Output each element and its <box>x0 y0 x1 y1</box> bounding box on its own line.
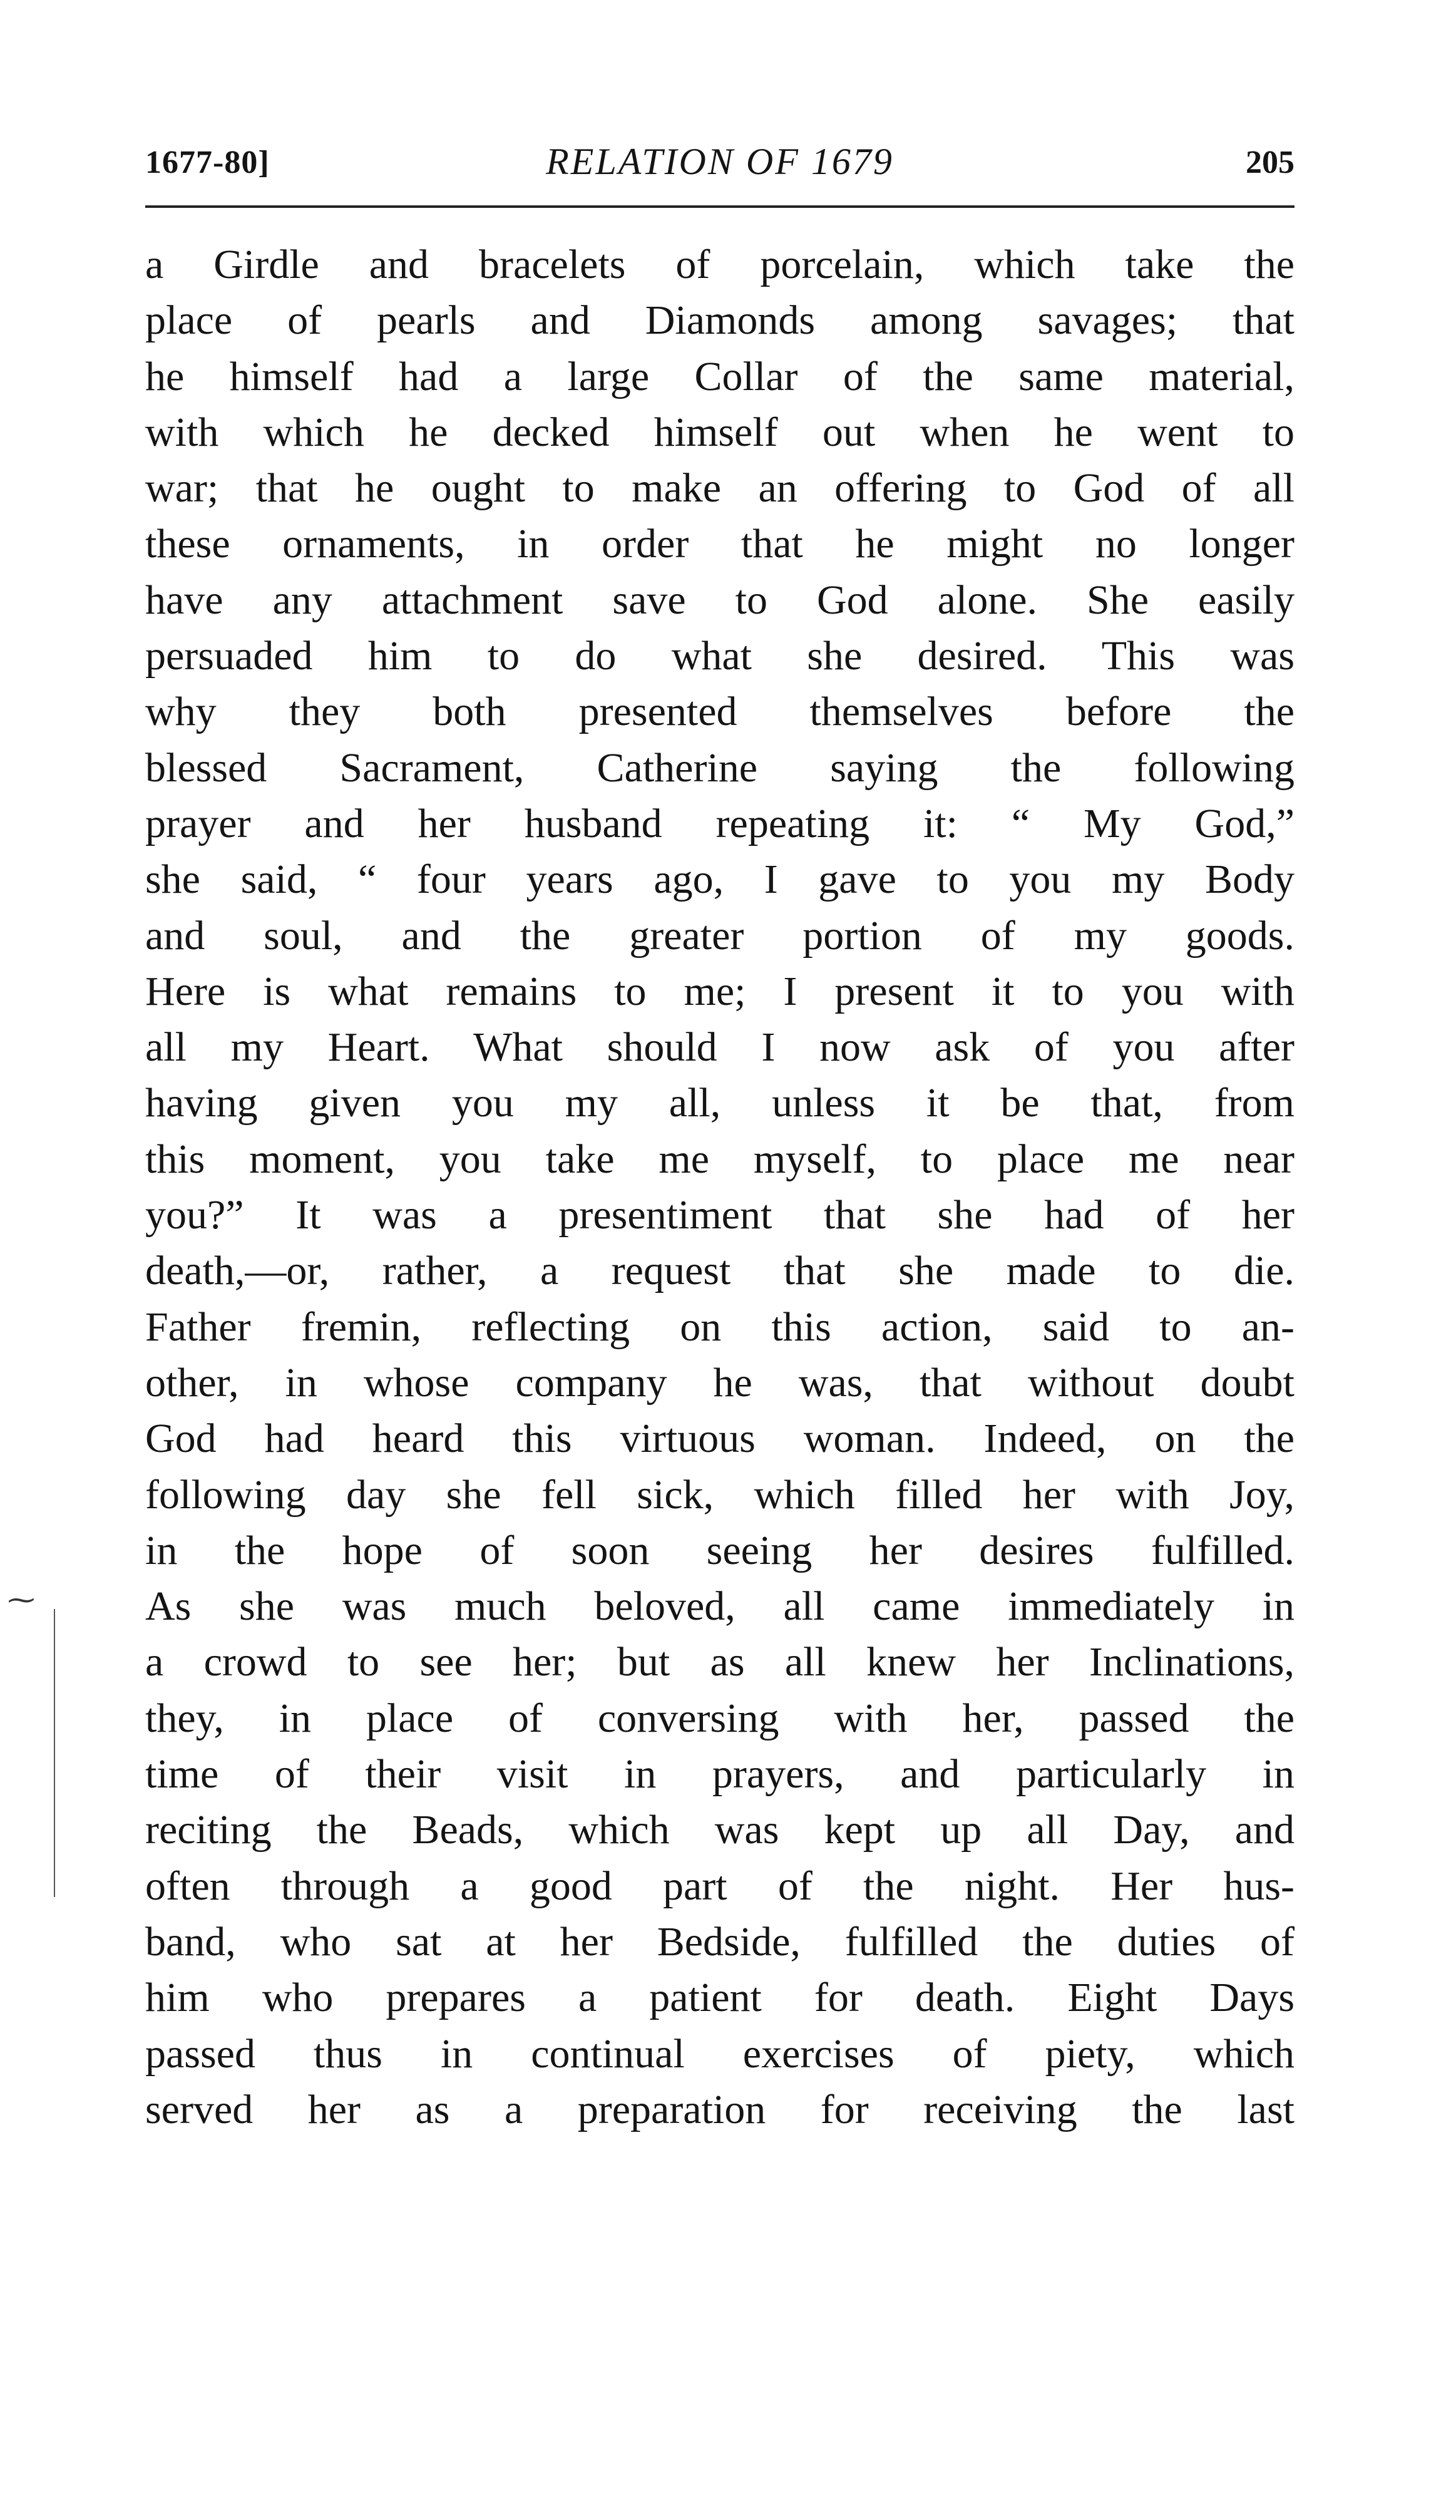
margin-vertical-line <box>54 1609 55 1897</box>
header-title: RELATION OF 1679 <box>546 141 894 182</box>
text-line: this moment, you take me myself, to place me near <box>145 1136 1295 1182</box>
page-number: 205 <box>1246 145 1295 180</box>
text-line: they, in place of conversing with her, passed the <box>145 1695 1295 1741</box>
text-line: a crowd to see her; but as all knew her Inclinations, <box>145 1639 1295 1685</box>
text-line: all my Heart. What should I now ask of you after <box>145 1024 1295 1071</box>
text-line: often through a good part of the night. Her hus- <box>145 1863 1295 1909</box>
text-line: with which he decked himself out when he went to <box>145 409 1295 455</box>
text-line: reciting the Beads, which was kept up all Day, and <box>145 1807 1295 1853</box>
text-line: she said, “ four years ago, I gave to you my Body <box>145 856 1295 903</box>
text-line: place of pearls and Diamonds among savages; that <box>145 297 1295 344</box>
text-line: these ornaments, in order that he might no longer <box>145 521 1295 567</box>
margin-squiggle-icon: ⁓ <box>8 1585 35 1615</box>
text-line: having given you my all, unless it be that, from <box>145 1080 1295 1126</box>
header-rule <box>145 205 1295 208</box>
text-line: why they both presented themselves before the <box>145 689 1295 735</box>
text-line: a Girdle and bracelets of porcelain, which take the <box>145 242 1295 287</box>
text-line: war; that he ought to make an offering to God of all <box>145 465 1295 512</box>
text-line: served her as a preparation for receiving the last <box>145 2086 1295 2132</box>
text-line: in the hope of soon seeing her desires fulfilled. <box>145 1527 1295 1573</box>
text-line: him who prepares a patient for death. Eight Days <box>145 1975 1295 2021</box>
text-line: time of their visit in prayers, and particularly in <box>145 1751 1295 1797</box>
text-line: death,—or, rather, a request that she made to die. <box>145 1248 1295 1294</box>
header-date-range: 1677-80] <box>145 145 270 180</box>
text-line: you?” It was a presentiment that she had of her <box>145 1192 1295 1238</box>
text-line: he himself had a large Collar of the same material, <box>145 353 1295 399</box>
text-line: God had heard this virtuous woman. Indeed, on the <box>145 1416 1295 1462</box>
text-line: prayer and her husband repeating it: “ My God,” <box>145 800 1295 846</box>
text-line: other, in whose company he was, that without doubt <box>145 1359 1295 1406</box>
running-head <box>145 136 1295 193</box>
text-line: Father fremin, reflecting on this action, said to an- <box>145 1304 1295 1350</box>
text-line: passed thus in continual exercises of piety, which <box>145 2030 1295 2077</box>
text-line: and soul, and the greater portion of my goods. <box>145 912 1295 959</box>
margin-annotation-mark <box>8 1584 45 1910</box>
text-line: blessed Sacrament, Catherine saying the following <box>145 744 1295 791</box>
text-line: have any attachment save to God alone. She easily <box>145 577 1295 623</box>
body-text <box>145 237 1295 2137</box>
text-line: Here is what remains to me; I present it to you with <box>145 968 1295 1014</box>
text-line: following day she fell sick, which filled her with Joy, <box>145 1471 1295 1518</box>
text-line: band, who sat at her Bedside, fulfilled the duties of <box>145 1918 1295 1965</box>
text-line: persuaded him to do what she desired. This was <box>145 633 1295 679</box>
text-line: As she was much beloved, all came immediately in <box>145 1583 1295 1630</box>
